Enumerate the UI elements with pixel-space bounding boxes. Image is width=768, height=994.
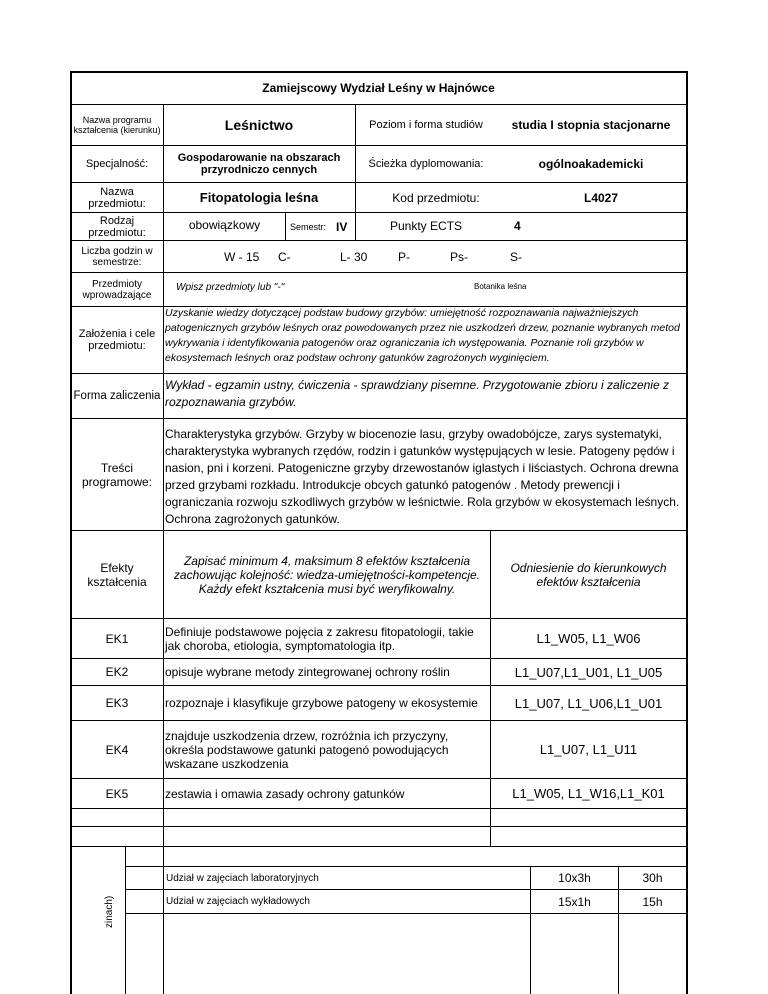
workload-item-calc: 15x1h <box>558 894 591 909</box>
hours-ps: Ps- <box>450 250 468 264</box>
effect-ref: L1_W05, L1_W16,L1_K01 <box>512 786 665 801</box>
path-value: ogólnoakademicki <box>538 157 644 171</box>
semester-value: IV <box>336 220 348 234</box>
ects-value: 4 <box>514 219 521 233</box>
prereq-value: Botanika leśna <box>474 282 527 291</box>
effect-ref: L1_W05, L1_W06 <box>536 631 641 646</box>
content-label: Treści programowe: <box>81 460 153 489</box>
hours-s: S- <box>510 250 522 264</box>
effect-desc: zestawia i omawia zasady ochrony gatunków <box>165 786 405 801</box>
ects-label: Punkty ECTS <box>390 219 463 233</box>
workload-item-total: 15h <box>642 894 663 909</box>
program-value: Leśnictwo <box>224 117 294 133</box>
outcomes-instruction: Zapisać minimum 4, maksimum 8 efektów kształcenia zachowując kolejność: wiedza-umiejętności-kompetencje. Każdy efekt kształcenia musi być weryfikowalny. <box>173 553 481 596</box>
effect-ref: L1_U07, L1_U11 <box>539 742 638 757</box>
goals-label: Założenia i cele przedmiotu: <box>78 328 156 352</box>
subject-value: Fitopatologia leśna <box>199 190 319 205</box>
path-label: Ścieżka dyplomowania: <box>368 158 484 170</box>
hours-p: P- <box>398 250 410 264</box>
content-text: Charakterystyka grzybów. Grzyby w biocenozie lasu, grzyby owadobójcze, zarys systematyki, charakterystyka wybranych rzędów, rodzin i gatunków występujących w lesie. Patogeny pędów i nasion, pni i korzeni. Patogeniczne grzyby drzewostanów iglastych i liściastych. Ochrona drewna przed grzybami rozkładu. Introdukcje obcych gatunkó patogenów . Metody prewencji i ograniczania rozwoju szkodliwych grzybów w leśnictwie. Rola grzybów w ekosystemach leśnych. Ochrona zagrożonych gatunków. <box>165 427 680 526</box>
effect-code: EK5 <box>105 786 129 801</box>
outcomes-reference-header: Odniesienie do kierunkowych efektów kształcenia <box>510 560 667 589</box>
hours-c: C- <box>278 250 291 264</box>
hours-l: L- 30 <box>340 250 368 264</box>
workload-item-total: 30h <box>642 871 663 885</box>
effect-code: EK4 <box>105 742 129 757</box>
effect-ref: L1_U07, L1_U06,L1_U01 <box>514 695 663 711</box>
effect-desc: znajduje uszkodzenia drzew, rozróżnia ich przyczyny, określa podstawowe gatunki patogenó powodujących wskazane uszkodzenia <box>165 728 449 771</box>
hours-label: Liczba godzin w semestrze: <box>81 245 153 268</box>
outcomes-label: Efekty kształcenia <box>87 560 147 589</box>
workload-item-label: Udział w zajęciach laboratoryjnych <box>166 872 319 884</box>
code-value: L4027 <box>583 190 619 205</box>
code-label: Kod przedmiotu: <box>392 190 480 205</box>
effect-code: EK2 <box>105 665 129 679</box>
prereq-label: Przedmioty wprowadzające <box>82 278 152 301</box>
effect-code: EK3 <box>105 696 129 710</box>
semester-label: Semestr: <box>290 222 327 232</box>
workload-side-label: zinach) <box>104 895 115 928</box>
specialty-label: Specjalność: <box>85 158 149 170</box>
type-value: obowiązkowy <box>188 218 261 232</box>
prereq-hint: Wpisz przedmioty lub "-" <box>176 282 285 293</box>
page-title: Zamiejscowy Wydział Leśny w Hajnówce <box>262 81 495 95</box>
effect-ref: L1_U07,L1_U01, L1_U05 <box>514 664 663 680</box>
goals-text: Uzyskanie wiedzy dotyczącej podstaw budowy grzybów: umiejętność rozpoznawania najważniejszych patogenicznych grzybów leśnych oraz powodowanych przez nie uszkodzeń drzew, poznanie wybranych metod wykrywania i identyfikowania patogenów oraz ograniczania ich występowania. Poznanie roli grzybów w ekosystemach leśnych oraz podstaw ochrony gatunków zagrożonych wyginięciem. <box>165 307 680 364</box>
type-label: Rodzaj przedmiotu: <box>88 214 146 239</box>
subject-label: Nazwa przedmiotu: <box>88 185 146 210</box>
specialty-value: Gospodarowanie na obszarach przyrodniczo cennych <box>177 152 341 176</box>
workload-item-calc: 10x3h <box>558 871 591 885</box>
workload-item-label: Udział w zajęciach wykładowych <box>166 896 310 907</box>
assessment-label: Forma zaliczenia <box>73 390 161 402</box>
assessment-text: Wykład - egzamin ustny, ćwiczenia - sprawdziany pisemne. Przygotowanie zbioru i zaliczenie z rozpoznawania grzybów. <box>165 378 669 409</box>
level-label: Poziom i forma studiów <box>369 119 483 131</box>
effect-code: EK1 <box>105 631 129 646</box>
effect-desc: rozpoznaje i klasyfikuje grzybowe patogeny w ekosystemie <box>165 696 478 710</box>
hours-w: W - 15 <box>224 250 260 264</box>
effect-desc: opisuje wybrane metody zintegrowanej ochrony roślin <box>165 665 450 679</box>
level-value: studia I stopnia stacjonarne <box>511 118 671 132</box>
program-label: Nazwa programu kształcenia (kierunku) <box>73 115 161 135</box>
effect-desc: Definiuje podstawowe pojęcia z zakresu fitopatologii, takie jak choroba, etiologia, symptomatologia itp. <box>165 624 474 653</box>
